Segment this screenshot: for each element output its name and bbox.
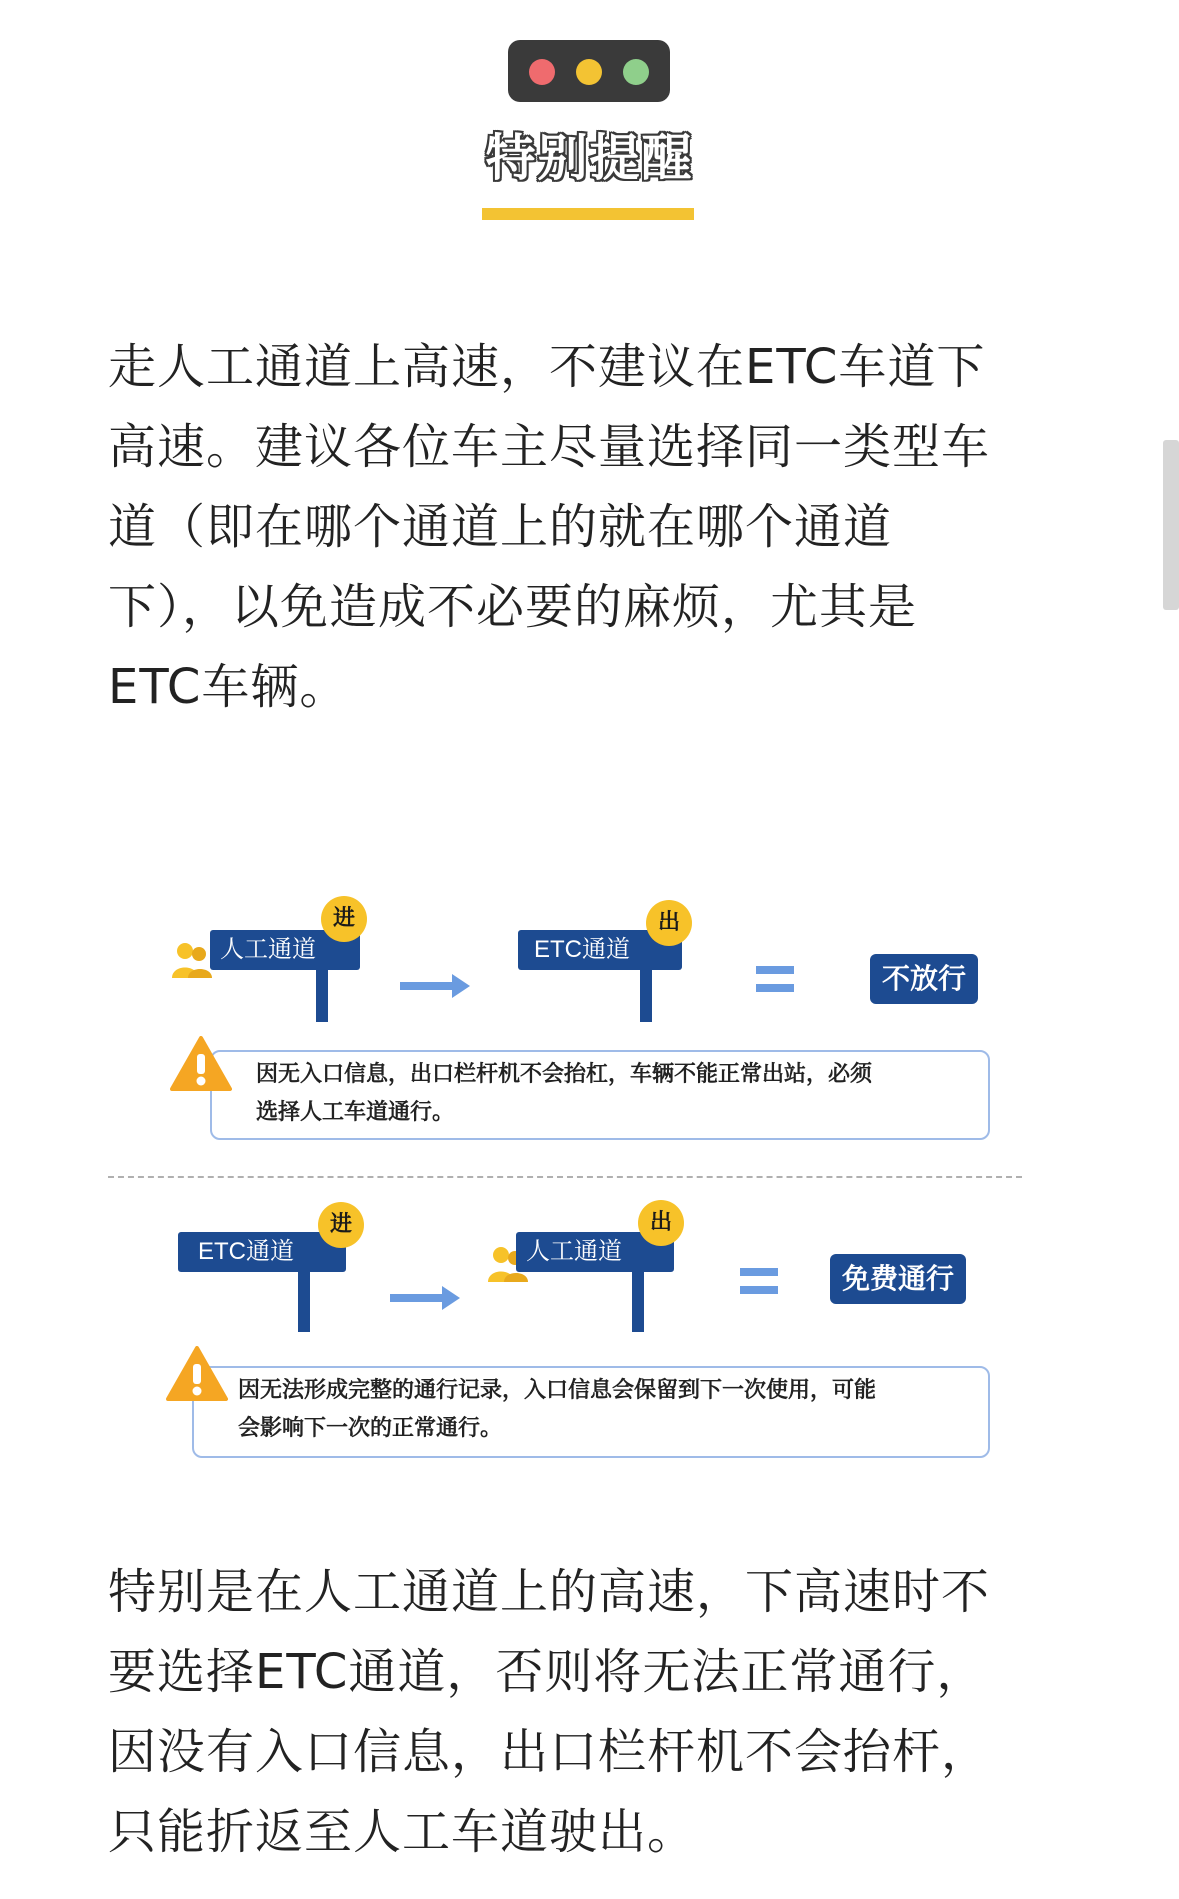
result-badge: 免费通行 <box>830 1254 966 1304</box>
outro-line: 因没有入口信息，出口栏杆机不会抬杆， <box>108 1724 991 1780</box>
note-line: 选择人工车道通行。 <box>256 1100 455 1125</box>
sign-post <box>632 1270 644 1332</box>
page-title: 特别提醒 <box>485 129 694 187</box>
etc-lane-sign: ETC通道 <box>518 930 682 970</box>
note-line: 因无法形成完整的通行记录，入口信息会保留到下一次使用，可能 <box>238 1378 877 1403</box>
note-line: 会影响下一次的正常通行。 <box>238 1416 503 1441</box>
sign-post <box>640 968 652 1022</box>
warning-icon <box>166 1346 228 1402</box>
scrollbar-thumb[interactable] <box>1163 440 1179 610</box>
intro-line: 道（即在哪个通道上的就在哪个通道 <box>108 499 893 555</box>
equals-icon <box>740 1268 778 1294</box>
warning-icon <box>170 1036 232 1092</box>
title-underline <box>482 208 694 220</box>
traffic-light-icon <box>508 40 670 102</box>
sign-post <box>316 968 328 1022</box>
equals-icon <box>756 966 794 992</box>
person-icon <box>170 940 214 980</box>
arrow-right-icon <box>400 982 456 990</box>
outro-line: 特别是在人工通道上的高速，下高速时不 <box>108 1564 991 1620</box>
result-badge: 不放行 <box>870 954 978 1004</box>
intro-line: ETC车辆。 <box>108 659 349 715</box>
manual-lane-sign: 人工通道 <box>516 1232 674 1272</box>
arrow-right-icon <box>390 1294 446 1302</box>
intro-line: 高速。建议各位车主尽量选择同一类型车 <box>108 419 991 475</box>
warning-note <box>210 1050 990 1140</box>
exit-badge: 出 <box>638 1200 684 1246</box>
green-light-icon <box>623 59 649 85</box>
etc-lane-sign: ETC通道 <box>178 1232 346 1272</box>
intro-paragraph <box>108 327 1068 727</box>
yellow-light-icon <box>576 59 602 85</box>
sign-post <box>298 1270 310 1332</box>
exit-badge: 出 <box>646 900 692 946</box>
dashed-divider <box>108 1176 1022 1178</box>
outro-paragraph <box>108 1552 1068 1872</box>
intro-line: 走人工通道上高速，不建议在ETC车道下 <box>108 339 986 395</box>
entry-badge: 进 <box>321 896 367 942</box>
entry-badge: 进 <box>318 1202 364 1248</box>
outro-line: 只能折返至人工车道驶出。 <box>108 1804 697 1860</box>
note-line: 因无入口信息，出口栏杆机不会抬杠，车辆不能正常出站，必须 <box>256 1062 873 1087</box>
intro-line: 下），以免造成不必要的麻烦，尤其是 <box>108 579 918 635</box>
red-light-icon <box>529 59 555 85</box>
manual-lane-sign: 人工通道 <box>210 930 360 970</box>
outro-line: 要选择ETC通道，否则将无法正常通行， <box>108 1644 986 1700</box>
warning-note <box>192 1366 990 1458</box>
